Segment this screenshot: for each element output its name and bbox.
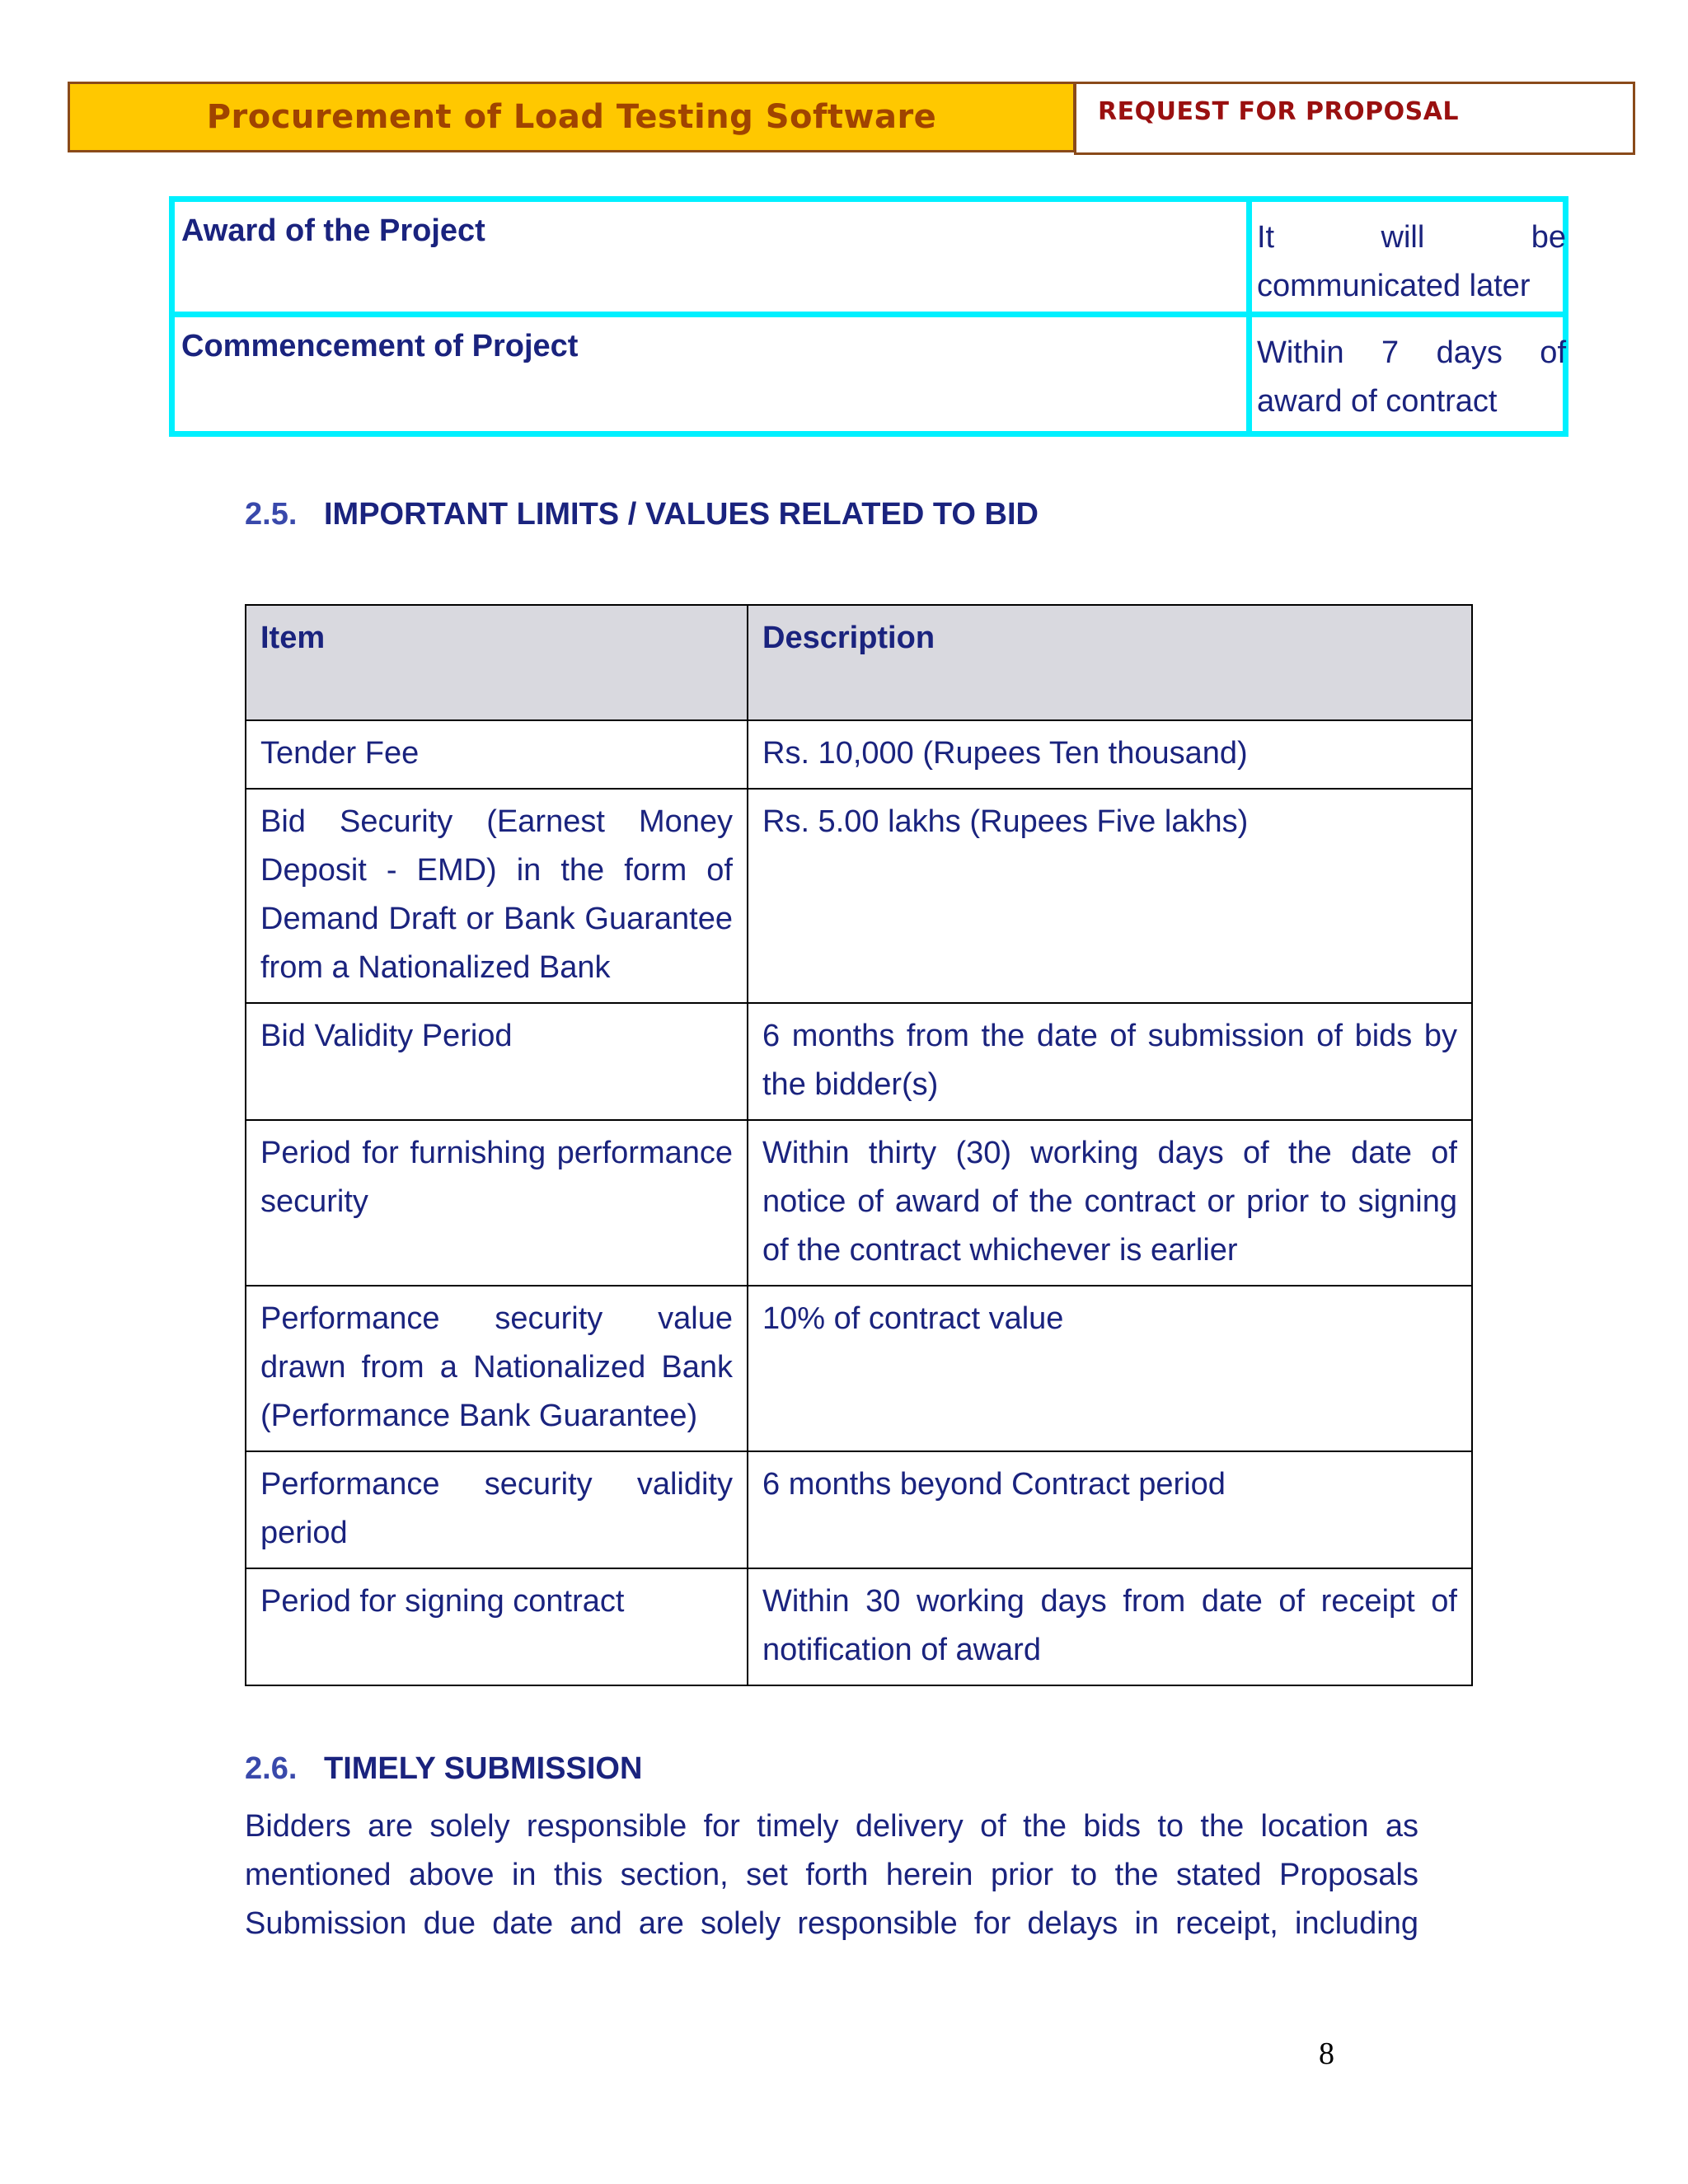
- section-title: TIMELY SUBMISSION: [324, 1751, 643, 1786]
- table-row: [246, 1451, 1472, 1568]
- description-cell: Within 30 working days from date of receipt of notification of award: [748, 1568, 1472, 1685]
- table-header-row: [246, 605, 1472, 720]
- description-cell: 6 months from the date of submission of bids by the bidder(s): [748, 1003, 1472, 1120]
- description-cell: 10% of contract value: [748, 1286, 1472, 1451]
- schedule-label: Commencement of Project: [181, 329, 579, 363]
- table-row: [246, 789, 1472, 1003]
- description-cell: 6 months beyond Contract period: [748, 1451, 1472, 1568]
- section-heading-2-6: [245, 1751, 642, 1787]
- header-title-box: [68, 82, 1076, 152]
- description-cell: Within thirty (30) working days of the date of notice of award of the contract or prior to signing of the contract whichever is earlier: [748, 1120, 1472, 1286]
- table-row: [246, 1120, 1472, 1286]
- table-row: [246, 720, 1472, 789]
- schedule-value: It will be communicated later: [1257, 220, 1566, 303]
- description-cell: Rs. 10,000 (Rupees Ten thousand): [748, 720, 1472, 789]
- item-cell: Tender Fee: [246, 720, 748, 789]
- schedule-label: Award of the Project: [181, 213, 485, 248]
- section-number: 2.5.: [245, 497, 298, 532]
- section-heading-2-5: [245, 497, 1039, 532]
- item-cell: Period for signing contract: [246, 1568, 748, 1685]
- table-row: [246, 1003, 1472, 1120]
- timely-submission-paragraph: Bidders are solely responsible for timely delivery of the bids to the location as mentioned above in this section, set forth herein prior to the stated Proposals Submission due date and are solely responsible for delays in receipt, including: [245, 1809, 1418, 1941]
- schedule-row: [175, 202, 1566, 317]
- document-type: REQUEST FOR PROPOSAL: [1098, 97, 1460, 126]
- limits-table: [245, 604, 1473, 1686]
- schedule-row: [175, 317, 1566, 431]
- schedule-table: [169, 196, 1568, 437]
- header-doctype-box: [1074, 82, 1635, 155]
- section-title: IMPORTANT LIMITS / VALUES RELATED TO BID: [324, 497, 1039, 532]
- table-row: [246, 1568, 1472, 1685]
- item-cell: Period for furnishing performance security: [246, 1120, 748, 1286]
- page-number: 8: [1319, 2036, 1334, 2071]
- description-cell: Rs. 5.00 lakhs (Rupees Five lakhs): [748, 789, 1472, 1003]
- item-cell: Performance security value drawn from a Nationalized Bank (Performance Bank Guarantee): [246, 1286, 748, 1451]
- schedule-divider: [1246, 202, 1252, 431]
- item-cell: Bid Security (Earnest Money Deposit - EMD) in the form of Demand Draft or Bank Guarantee from a Nationalized Bank: [246, 789, 748, 1003]
- column-header: Item: [246, 605, 748, 720]
- item-cell: Bid Validity Period: [246, 1003, 748, 1120]
- schedule-value: Within 7 days of award of contract: [1257, 335, 1566, 419]
- section-number: 2.6.: [245, 1751, 298, 1786]
- document-title: Procurement of Load Testing Software: [206, 98, 937, 136]
- item-cell: Performance security validity period: [246, 1451, 748, 1568]
- column-header: Description: [748, 605, 1472, 720]
- table-row: [246, 1286, 1472, 1451]
